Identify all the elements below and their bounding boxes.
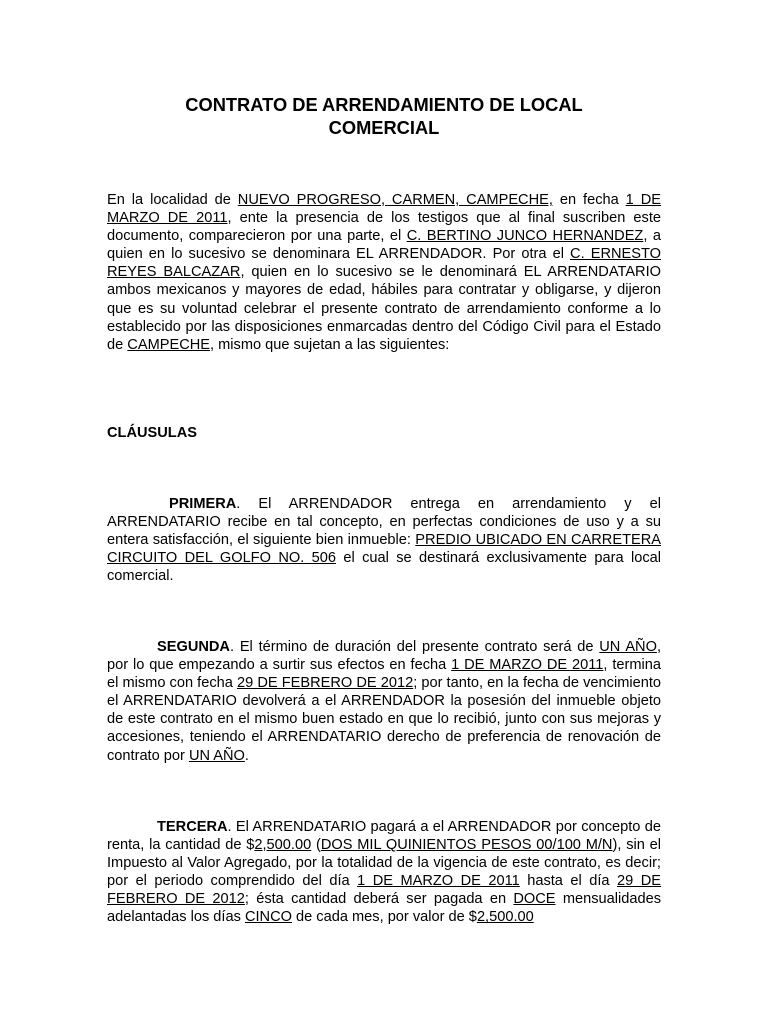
intro-paragraph: En la localidad de NUEVO PROGRESO, CARMEN, CAMPECHE, en fecha 1 DE MARZO DE 2011, ente la presencia de los testigos que al final suscriben este documento, comparecieron por una parte, el C. BERTINO JUNCO HERNANDEZ, a quien en lo sucesivo se denominara EL ARRENDADOR. Por otra el C. ERNESTO REYES BALCAZAR, quien en lo sucesivo se le denominará EL ARRENDATARIO ambos mexicanos y mayores de edad, hábiles para contratar y obligarse, y dijeron que es su voluntad celebrar el presente contrato de arrendamiento conforme a lo establecido por las disposiciones enmarcadas dentro del Código Civil para el Estado de CAMPECHE, mismo que sujetan a las siguientes: <box>107 192 662 353</box>
clause-label: PRIMERA <box>169 496 237 512</box>
state-field: CAMPECHE <box>127 336 211 353</box>
installments-field: DOCE <box>513 891 556 908</box>
tenant-name-field: C. ERNESTO REYES BALCAZAR <box>107 246 661 281</box>
place-field: NUEVO PROGRESO, CARMEN, CAMPECHE, <box>237 192 553 208</box>
payment-day-field: CINCO <box>244 909 292 926</box>
clause-label: SEGUNDA <box>157 639 230 655</box>
property-field: PREDIO UBICADO EN CARRETERA CIRCUITO DEL GOLFO NO. 506 <box>107 532 662 567</box>
end-date-field: 29 DE FEBRERO DE 2012 <box>236 675 414 692</box>
title-line-2: COMERCIAL <box>328 117 440 138</box>
clause-tercera: TERCERA. El ARRENDATARIO pagará a el ARRENDADOR por concepto de renta, la cantidad de $2,500.00 (DOS MIL QUINIENTOS PESOS 00/100 M/N), sin el Impuesto al Valor Agregado, por la totalidad de la vigencia de este contrato, es decir; por el periodo comprendido del día 1 DE MARZO DE 2011 hasta el día 29 DE FEBRERO DE 2012; ésta cantidad deberá ser pagada en DOCE mensualidades adelantadas los días CINCO de cada mes, por valor de $2,500.00 <box>107 819 662 926</box>
period-start-field: 1 DE MARZO DE 2011 <box>357 873 520 890</box>
clause-segunda: SEGUNDA. El término de duración del presente contrato será de UN AÑO, por lo que empezando a surtir sus efectos en fecha 1 DE MARZO DE 2011, termina el mismo con fecha 29 DE FEBRERO DE 2012; por tanto, en la fecha de vencimiento el ARRENDATARIO devolverá a el ARRENDADOR la posesión del inmueble objeto de este contrato en el mismo buen estado en que lo recibió, junto con sus mejoras y accesiones, teniendo el ARRENDATARIO derecho de preferencia de renovación de contrato por UN AÑO. <box>107 639 662 764</box>
page-title <box>107 93 661 139</box>
start-date-field: 1 DE MARZO DE 2011 <box>451 657 604 674</box>
rent-amount-field: 2,500.00 <box>254 837 312 854</box>
clausulas-heading: CLÁUSULAS <box>107 425 197 441</box>
rent-amount-words-field: DOS MIL QUINIENTOS PESOS 00/100 M/N <box>320 837 613 854</box>
renewal-term-field: UN AÑO <box>188 747 245 764</box>
contract-date-field: 1 DE MARZO DE 2011 <box>107 192 661 227</box>
term-field: UN AÑO <box>599 639 657 655</box>
monthly-amount-field: 2,500.00 <box>476 909 534 926</box>
period-end-field: 29 DE FEBRERO DE 2012 <box>107 873 661 908</box>
landlord-name-field: C. BERTINO JUNCO HERNANDEZ <box>406 228 644 245</box>
clause-primera: PRIMERA. El ARRENDADOR entrega en arrendamiento y el ARRENDATARIO recibe en tal concepto, en perfectas condiciones de uso y a su entera satisfacción, el siguiente bien inmueble: PREDIO UBICADO EN CARRETERA CIRCUITO DEL GOLFO NO. 506 el cual se destinará exclusivamente para local comercial. <box>107 496 662 585</box>
title-line-1: CONTRATO DE ARRENDAMIENTO DE LOCAL <box>185 94 583 115</box>
clause-label: TERCERA <box>157 819 228 835</box>
